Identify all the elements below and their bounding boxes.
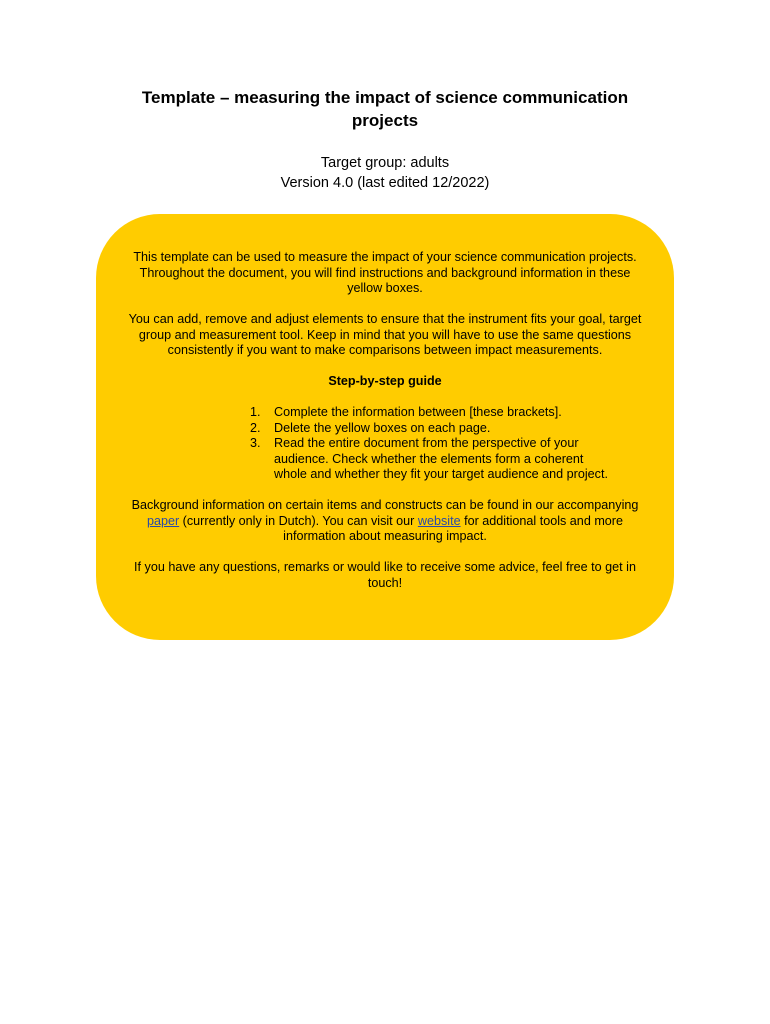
- background-text-3: for additional tools and more information about measuring impact.: [283, 513, 624, 543]
- paper-link[interactable]: paper: [146, 513, 180, 528]
- step-number: 3.: [250, 436, 261, 450]
- document-meta: [110, 153, 660, 193]
- background-text-2: (currently only in Dutch). You can visit our: [179, 513, 418, 528]
- guide-heading: Step-by-step guide: [328, 374, 442, 388]
- step-number: 1.: [250, 405, 261, 419]
- step-text: Read the entire document from the perspective of your audience. Check whether the elements form a coherent whole and whether they fit your target audience and project.: [274, 436, 608, 481]
- contact-paragraph: If you have any questions, remarks or would like to receive some advice, feel free to get in touch!: [134, 560, 636, 590]
- background-text-1: Background information on certain items and constructs can be found in our accompanying: [131, 498, 639, 512]
- website-link[interactable]: website: [417, 513, 461, 528]
- adjust-paragraph: You can add, remove and adjust elements to ensure that the instrument fits your goal, target group and measurement tool. Keep in mind that you will have to use the same questions consistently if you want to make comparisons between impact measurements.: [128, 312, 642, 357]
- document-title: Template – measuring the impact of science communication projects: [141, 88, 629, 130]
- step-text: Delete the yellow boxes on each page.: [274, 420, 491, 435]
- version-info: Version 4.0 (last edited 12/2022): [280, 175, 490, 191]
- step-item: [128, 405, 642, 421]
- target-group: Target group: adults: [320, 155, 450, 171]
- step-text: Complete the information between [these brackets].: [274, 405, 562, 419]
- step-number: 2.: [250, 420, 261, 435]
- intro-paragraph: This template can be used to measure the impact of your science communication projects. Throughout the document, you will find instructions and background information in these yellow boxes.: [133, 250, 637, 295]
- step-item: [128, 436, 642, 483]
- step-item: [128, 421, 642, 437]
- step-list: [128, 405, 642, 483]
- background-paragraph: [128, 498, 642, 545]
- instruction-box: [96, 214, 674, 640]
